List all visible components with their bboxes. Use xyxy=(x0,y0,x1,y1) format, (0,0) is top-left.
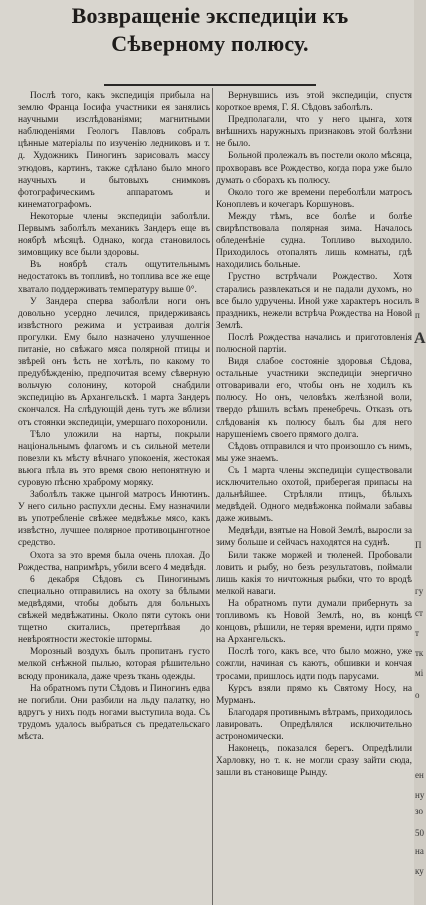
article-paragraph: Между тѣмъ, все болѣе и болѣе свирѣпствовала полярная зима. Началось обледенѣніе судна. Топливо выходило. Приходилось отопалять лишь комнаты, гдѣ находились больные. xyxy=(216,211,412,271)
article-paragraph: Тѣло уложили на нарты, покрыли національнымъ флагомъ и съ сильной метели повезли къ мѣсту вѣчнаго упокоенія, жестокая вьюга пѣла въ это время свою непонятную и суровую пѣсню храброму моряку. xyxy=(18,429,210,488)
article-paragraph: На обратномъ пути Сѣдовъ и Пиногинъ едва не погибли. Они разбили на льду палатку, но вдругъ у нихъ подъ ногами выступила вода. Съ трудомъ удалось выбраться съ предательскаго мѣста. xyxy=(18,683,210,742)
adjacent-column-text: гу xyxy=(415,586,424,596)
article-paragraph: Некоторые члены экспедиціи заболѣли. Первымъ заболѣлъ механикъ Зандеръ еще въ ноябрѣ мѣсяцѣ. Однако, когда становилось зимовщику все были здоровы. xyxy=(18,211,210,259)
article-paragraph: На обратномъ пути думали прибернуть за топливомъ къ Новой Землѣ, но, въ концѣ концовъ, рѣшили, не теряя времени, идти прямо на Архангельскъ. xyxy=(216,598,412,646)
article-paragraph: Видя слабое состояніе здоровья Сѣдова, остальные участники экспедиціи энергично отговаривали его, чтобы онъ не ходилъ къ полюсу. Но онъ, человѣкъ желѣзной воли, твердо рѣшилъ всѣмъ пренебречь. Отказъ отъ слѣдованія къ полюсу былъ бы для него нарушеніемъ своего прямого долга. xyxy=(216,357,412,440)
adjacent-column-text: тк xyxy=(415,648,424,658)
article-paragraph: Съ 1 марта члены экспедиціи существовали исключительно охотой, приберегая припасы на дальнѣйшее. Стрѣляли птицъ, бѣлыхъ медвѣдей. Одного медвѣжонка поймали забавы даже живымъ. xyxy=(216,465,412,525)
article-column-right xyxy=(216,90,412,779)
adjacent-column-text: зо xyxy=(415,806,424,816)
adjacent-column-text: 50 xyxy=(415,828,424,838)
article-column-left xyxy=(18,90,210,743)
headline-rule xyxy=(104,84,316,86)
article-paragraph: Морозный воздухъ былъ пропитанъ густо мелкой снѣжной пылью, которая рѣшительно всюду проникала, даже чрезъ ткань одежды. xyxy=(18,647,210,682)
adjacent-column-text: в xyxy=(415,295,420,305)
adjacent-column-text: на xyxy=(415,846,424,856)
article-paragraph: Послѣ того, какъ экспедиція прибыла на землю Франца Іосифа участники ея занялись научными изслѣдованіями; магнитными наблюденіями Геологъ Павловъ собралъ цѣнные матеріалы по изученію ледниковъ и т. д. Художникъ Пиногинъ зарисовалъ массу этюдовъ, картинъ, также сдѣлано было много научныхъ и бытовыхъ снимковъ фотографическимъ аппаратомъ и кинематографомъ. xyxy=(18,91,210,210)
adjacent-column-text: мі xyxy=(415,668,424,678)
adjacent-column-text: т xyxy=(415,628,419,638)
adjacent-column-text: ну xyxy=(415,790,425,800)
adjacent-column-text: о xyxy=(415,690,420,700)
article-paragraph: Послѣ Рождества начались и приготовленія полюсной партіи. xyxy=(216,332,412,355)
article-paragraph: Курсъ взяли прямо къ Святому Носу, на Мурманъ. xyxy=(216,683,412,706)
article-paragraph: Въ ноябрѣ сталъ ощутительнымъ недостатокъ въ топливѣ, но топлива все же еще хватало поддерживать температуру выше 0°. xyxy=(18,260,210,295)
article-paragraph: У Зандера сперва заболѣли ноги онъ довольно усердно лечился, придерживаясь извѣстного режима и устраивая долгія прогулки. Ему было назначено улучшенное питаніе, но свѣжаго мяса полярной птицы и звѣрей онъ ѣсть не хотѣлъ, по какому то предубѣжденію, предпочитая всему сѣверную вольчую солонину, которой снабдили экспедицію въ Архангельскѣ. 1 марта Зандеръ скончался. На слѣдующій день тутъ же вблизи отъ стоянки экспедиціи, умершаго похоронили. xyxy=(18,296,210,428)
adjacent-column-text: ку xyxy=(415,866,424,876)
article-headline: Возвращеніе экспедиціи къ Сѣверному полюсу. xyxy=(71,3,349,56)
adjacent-column-text: ст xyxy=(415,608,423,618)
article-paragraph: Около того же времени переболѣли матросъ Коноплевъ и кочегаръ Коршуновъ. xyxy=(216,187,412,210)
article-paragraph: Охота за это время была очень плохая. До Рождества, напримѣръ, убили всего 4 медвѣдя. xyxy=(18,550,210,573)
article-paragraph: 6 декабря Сѣдовъ съ Пиногинымъ специально отправились на охоту за бѣлыми медвѣдями, чтобы добыть для больныхъ свѣжей медвѣжатины. Около пяти сутокъ они тщетно скитались, претерпѣвая до невѣроятности жестокіе штормы. xyxy=(18,574,210,646)
article-paragraph: Били также моржей и тюленей. Пробовали ловить и рыбу, но безъ результатовъ, поймали лишь какія то ничтожныя рыбки, что то вродѣ мелкой наваги. xyxy=(216,550,412,597)
adjacent-column-fragment xyxy=(414,0,426,905)
article-paragraph: Сѣдовъ отправился и что произошло съ нимъ, мы уже знаемъ. xyxy=(216,441,412,464)
adjacent-column-text: ен xyxy=(415,770,424,780)
article-paragraph: Медвѣди, взятые на Новой Землѣ, выросли за зиму больше и сейчасъ находятся на суднѣ. xyxy=(216,526,412,549)
article-paragraph: Вернувшись изъ этой экспедиціи, спустя короткое время, Г. Я. Сѣдовъ заболѣлъ. xyxy=(216,91,412,114)
article-paragraph: Предполагали, что у него цынга, хотя внѣшнихъ наружныхъ признаковъ этой болѣзни не было. xyxy=(216,115,412,150)
article-paragraph: Послѣ того, какъ все, что было можно, уже сожгли, начиная съ каютъ, обшивки и кончая тросами, пришлось идти подъ парусами. xyxy=(216,647,412,682)
article-paragraph: Наконецъ, показался берегъ. Опредѣлили Харловку, но т. к. не могли сразу зайти сюда, зашли въ становище Рынду. xyxy=(216,744,412,779)
column-divider xyxy=(212,88,213,905)
adjacent-column-text: П xyxy=(415,540,422,550)
article-paragraph: Грустно встрѣчали Рождество. Хотя старались развлекаться и не падали духомъ, но все было удручены. Иной уже характеръ носилъ праздникъ, нежели встрѣча Рождества на Новой Землѣ. xyxy=(216,272,412,331)
article-paragraph: Заболѣлъ также цынгой матросъ Инютинъ. У него сильно распухли десны. Ему назначили въ употребленіе свѣжее медвѣжье мясо, какъ извѣстно, лучшее полярное противоцынготное средство. xyxy=(18,490,210,549)
article-paragraph: Больной пролежалъ въ постели около мѣсяца, прохворавъ все Рождество, когда пора уже было думать о сборахъ къ полюсу. xyxy=(216,151,412,186)
adjacent-column-text: А xyxy=(414,330,426,347)
article-paragraph: Благодаря противнымъ вѣтрамъ, приходилось лавировать. Опредѣлялся исключительно астрономически. xyxy=(216,707,412,742)
adjacent-column-text: п xyxy=(415,310,420,320)
